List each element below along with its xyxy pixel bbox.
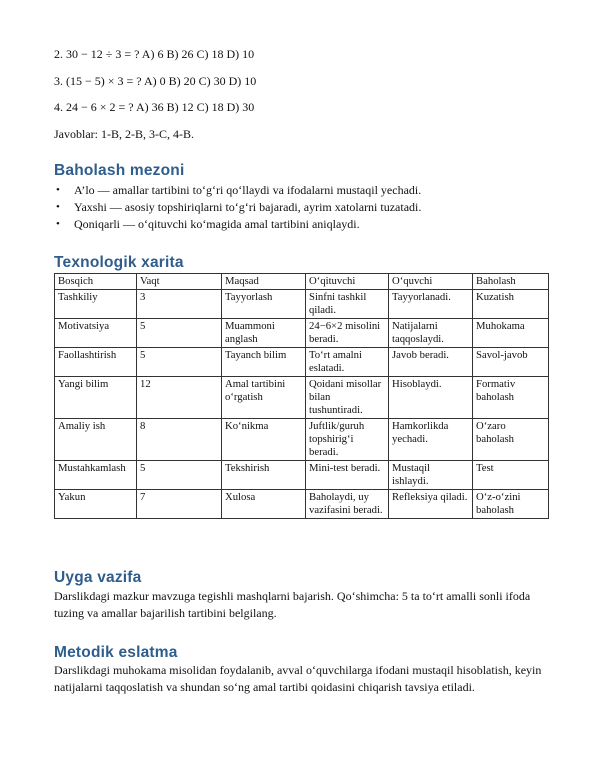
table-cell: 5 — [137, 319, 222, 348]
bullet-icon: • — [56, 184, 60, 196]
table-row — [55, 490, 549, 519]
table-cell: 5 — [137, 348, 222, 377]
table-cell: Kuzatish — [473, 290, 549, 319]
table-cell: Hamkorlikda yechadi. — [389, 419, 473, 461]
column-header: O‘quvchi — [389, 274, 473, 290]
table-cell: Juftlik/guruh topshirig‘i beradi. — [306, 419, 389, 461]
table-cell: O‘zaro baholash — [473, 419, 549, 461]
column-header: O‘qituvchi — [306, 274, 389, 290]
table-cell: Amal tartibini o‘rgatish — [222, 377, 306, 419]
table-cell: Tayyorlanadi. — [389, 290, 473, 319]
table-cell: Amaliy ish — [55, 419, 137, 461]
table-cell: Yakun — [55, 490, 137, 519]
table-cell: Muhokama — [473, 319, 549, 348]
table-cell: Yangi bilim — [55, 377, 137, 419]
table-cell: Test — [473, 461, 549, 490]
table-cell: 7 — [137, 490, 222, 519]
column-header: Vaqt — [137, 274, 222, 290]
table-cell: Javob beradi. — [389, 348, 473, 377]
question-4: 4. 24 − 6 × 2 = ? A) 36 B) 12 C) 18 D) 30 — [54, 100, 255, 114]
table-cell: Mini-test beradi. — [306, 461, 389, 490]
table-cell: Savol-javob — [473, 348, 549, 377]
table-cell: Natijalarni taqqoslaydi. — [389, 319, 473, 348]
table-cell: Sinfni tashkil qiladi. — [306, 290, 389, 319]
table-row — [55, 419, 549, 461]
answer-key: Javoblar: 1-B, 2-B, 3-C, 4-B. — [54, 127, 194, 141]
table-row — [55, 377, 549, 419]
metodik-heading: Metodik eslatma — [54, 644, 178, 661]
technology-map-table — [54, 273, 549, 519]
column-header: Maqsad — [222, 274, 306, 290]
table-cell: Faollashtirish — [55, 348, 137, 377]
table-row — [55, 319, 549, 348]
uyga-text: Darslikdagi mazkur mavzuga tegishli mashqlarni bajarish. Qo‘shimcha: 5 ta to‘rt amalli sonli ifoda tuzing va amallar bajarilish tartibini belgilang. — [54, 589, 531, 620]
table-cell: Refleksiya qiladi. — [389, 490, 473, 519]
table-cell: Ko‘nikma — [222, 419, 306, 461]
table-cell: O‘z-o‘zini baholash — [473, 490, 549, 519]
table-cell: 12 — [137, 377, 222, 419]
table-cell: 3 — [137, 290, 222, 319]
table-cell: 8 — [137, 419, 222, 461]
table-header-row — [55, 274, 549, 290]
table-cell: Tekshirish — [222, 461, 306, 490]
table-cell: Motivatsiya — [55, 319, 137, 348]
table-cell: Tashkiliy — [55, 290, 137, 319]
column-header: Baholash — [473, 274, 549, 290]
baholash-list — [54, 182, 421, 233]
table-cell: Muammoni anglash — [222, 319, 306, 348]
column-header: Bosqich — [55, 274, 137, 290]
question-2: 2. 30 − 12 ÷ 3 = ? A) 6 B) 26 C) 18 D) 10 — [54, 47, 255, 61]
table-cell: 24−6×2 misolini beradi. — [306, 319, 389, 348]
table-cell: Mustaqil ishlaydi. — [389, 461, 473, 490]
table-cell: Hisoblaydi. — [389, 377, 473, 419]
table-cell: Formativ baholash — [473, 377, 549, 419]
table-cell: 5 — [137, 461, 222, 490]
table-cell: Tayanch bilim — [222, 348, 306, 377]
baholash-heading: Baholash mezoni — [54, 162, 185, 179]
bullet-icon: • — [56, 201, 60, 213]
question-3: 3. (15 − 5) × 3 = ? A) 0 B) 20 C) 30 D) 10 — [54, 74, 257, 88]
list-item: • A’lo — amallar tartibini to‘g‘ri qo‘llaydi va ifodalarni mustaqil yechadi. — [56, 183, 422, 197]
list-item: • Qoniqarli — o‘qituvchi ko‘magida amal tartibini aniqlaydi. — [56, 217, 360, 231]
table-cell: Mustahkamlash — [55, 461, 137, 490]
metodik-text: Darslikdagi muhokama misolidan foydalanib, avval o‘quvchilarga ifodani mustaqil hisoblatish, keyin natijalarni taqqoslatish va shundan so‘ng amal tartibi qoidasini chiqarish tavsiya etiladi. — [54, 663, 542, 694]
table-cell: Tayyorlash — [222, 290, 306, 319]
list-item: • Yaxshi — asosiy topshiriqlarni to‘g‘ri bajaradi, ayrim xatolarni tuzatadi. — [56, 200, 422, 214]
table-row — [55, 290, 549, 319]
table-row — [55, 461, 549, 490]
xarita-heading: Texnologik xarita — [54, 254, 184, 271]
table-cell: Baholaydi, uy vazifasini beradi. — [306, 490, 389, 519]
table-cell: Xulosa — [222, 490, 306, 519]
table-cell: To‘rt amalni eslatadi. — [306, 348, 389, 377]
uyga-heading: Uyga vazifa — [54, 569, 142, 586]
table-cell: Qoidani misollar bilan tushuntiradi. — [306, 377, 389, 419]
table-row — [55, 348, 549, 377]
bullet-icon: • — [56, 218, 60, 230]
